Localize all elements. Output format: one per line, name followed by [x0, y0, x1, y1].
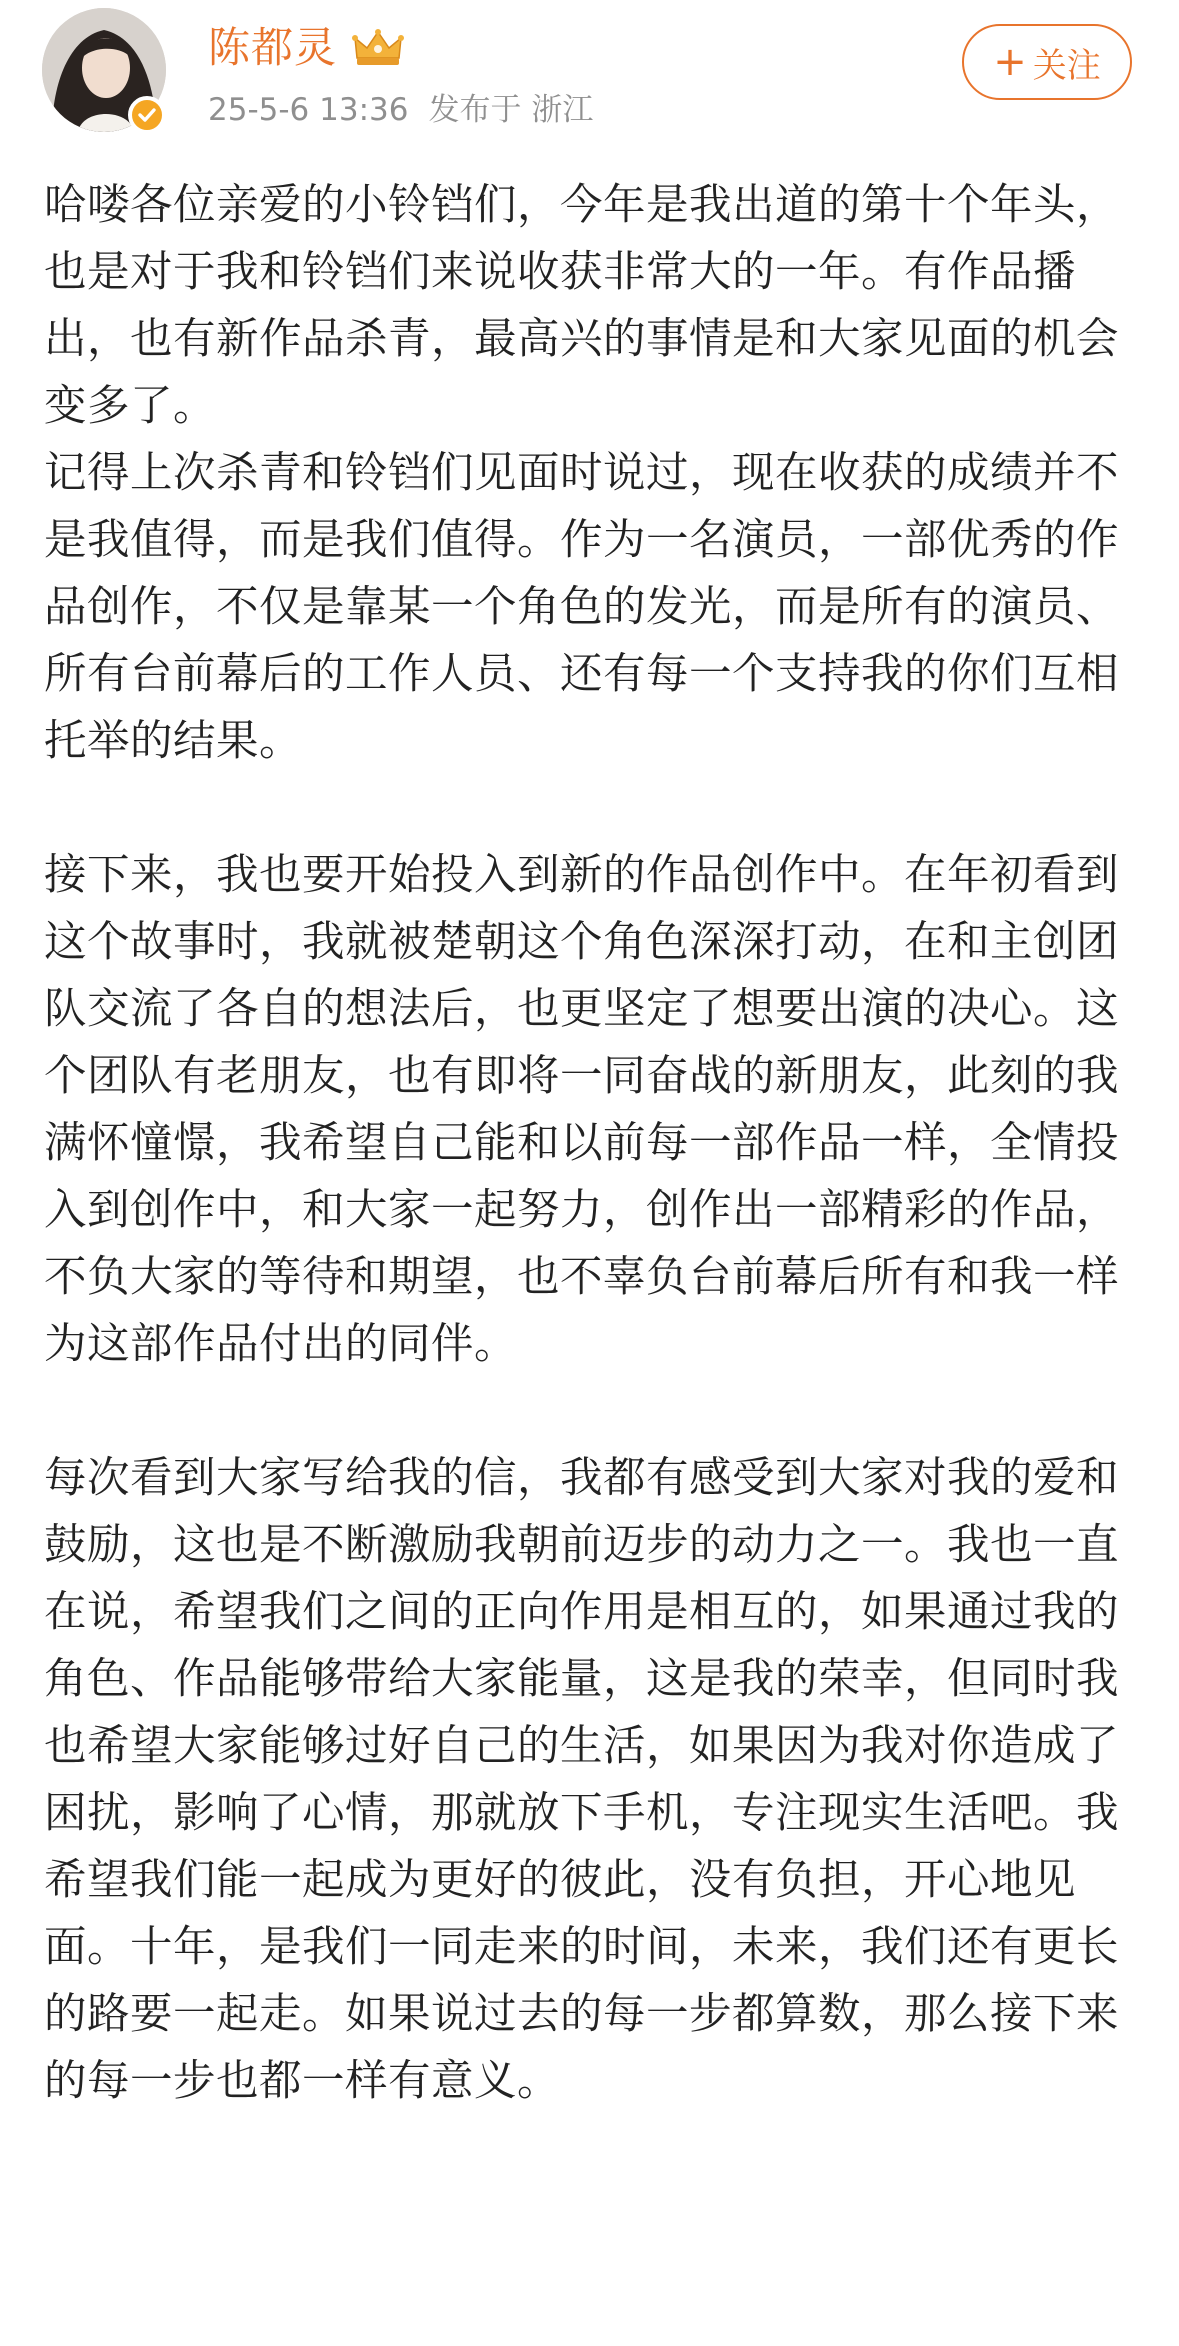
author-name-row [208, 22, 405, 74]
follow-button[interactable] [962, 24, 1132, 100]
post-meta [208, 90, 593, 130]
post-paragraph: 每次看到大家写给我的信，我都有感受到大家对我的爱和鼓励，这也是不断激励我朝前迈步的动力之一。我也一直在说，希望我们之间的正向作用是相互的，如果通过我的角色、作品能够带给大家能量，这是我的荣幸，但同时我也希望大家能够过好自己的生活，如果因为我对你造成了困扰，影响了心情，那就放下手机，专注现实生活吧。我希望我们能一起成为更好的彼此，没有负担，开心地见面。十年，是我们一同走来的时间，未来，我们还有更长的路要一起走。如果说过去的每一步都算数，那么接下来的每一步也都一样有意义。 [44, 1454, 1120, 2106]
post-date: 25-5-6 13:36 [208, 92, 409, 128]
post-header [0, 0, 1179, 150]
post-body [44, 172, 1144, 2115]
post-location: 发布于 浙江 [428, 92, 594, 128]
author-name[interactable]: 陈都灵 [208, 23, 338, 72]
follow-label: 关注 [1032, 45, 1101, 86]
plus-icon: + [993, 39, 1027, 85]
post-paragraph: 哈喽各位亲爱的小铃铛们，今年是我出道的第十个年头，也是对于我和铃铛们来说收获非常大的一年。有作品播出，也有新作品杀青，最高兴的事情是和大家见面的机会变多了。 [44, 181, 1120, 431]
verified-badge-icon [128, 96, 166, 134]
post-paragraph: 接下来，我也要开始投入到新的作品创作中。在年初看到这个故事时，我就被楚朝这个角色深深打动，在和主创团队交流了各自的想法后，也更坚定了想要出演的决心。这个团队有老朋友，也有即将一同奋战的新朋友，此刻的我满怀憧憬，我希望自己能和以前每一部作品一样，全情投入到创作中，和大家一起努力，创作出一部精彩的作品，不负大家的等待和期望，也不辜负台前幕后所有和我一样为这部作品付出的同伴。 [44, 851, 1120, 1369]
paragraph-spacer [44, 1378, 1144, 1445]
post-paragraph: 记得上次杀青和铃铛们见面时说过，现在收获的成绩并不是我值得，而是我们值得。作为一名演员，一部优秀的作品创作，不仅是靠某一个角色的发光，而是所有的演员、所有台前幕后的工作人员、还有每一个支持我的你们互相托举的结果。 [44, 449, 1120, 766]
paragraph-spacer [44, 775, 1144, 842]
crown-icon [351, 28, 405, 68]
